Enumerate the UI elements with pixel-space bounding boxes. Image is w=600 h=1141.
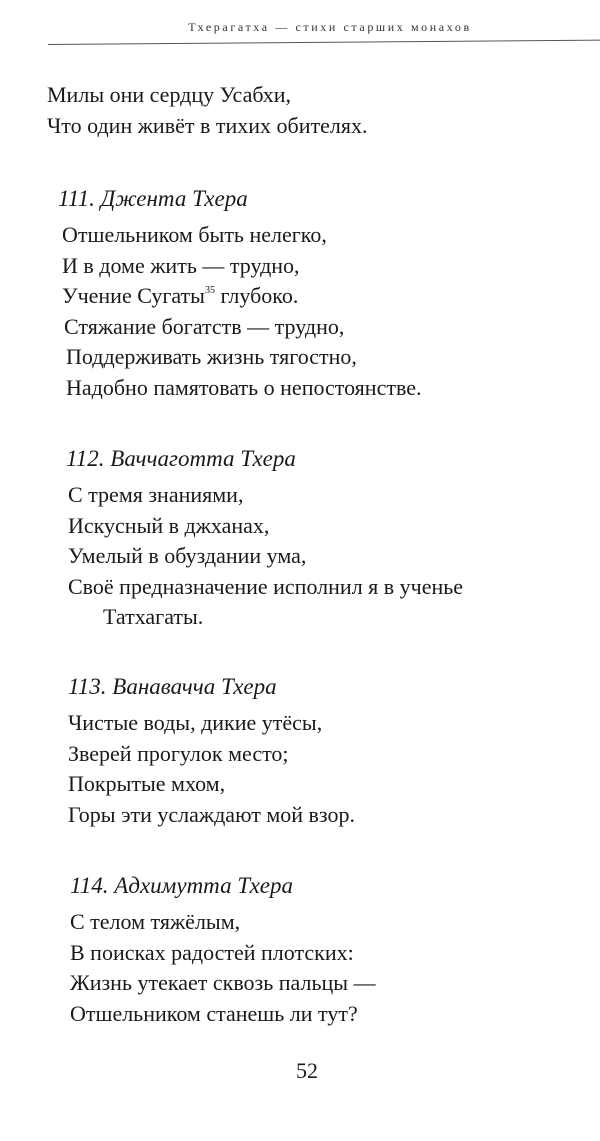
poem-line: Зверей прогулок место;	[68, 740, 289, 766]
poem-line: С тремя знаниями,	[68, 482, 244, 507]
poem-title: 114. Адхимутта Тхера	[70, 873, 293, 898]
footnote-ref[interactable]: 35	[204, 285, 215, 296]
running-head: Тхерагатха — стихи старших монахов	[188, 20, 472, 34]
poem-line: Поддерживать жизнь тягостно,	[66, 344, 357, 369]
poem-title: 113. Ванавачча Тхера	[68, 674, 277, 699]
poem-line: Искусный в джханах,	[68, 512, 270, 538]
poem-line: Своё предназначение исполнил я в ученье	[68, 573, 464, 599]
poem-line: С телом тяжёлым,	[70, 909, 241, 934]
poem-line: Покрытые мхом,	[68, 771, 226, 796]
poem-line: Чистые воды, дикие утёсы,	[68, 710, 323, 735]
poem-113	[0, 672, 600, 830]
poem-line: Отшельником станешь ли тут?	[70, 1000, 358, 1026]
intro-stanza	[0, 80, 600, 141]
poem-line: Татхагаты.	[103, 604, 204, 629]
poem-line	[0, 281, 600, 312]
poem-line: Что один живёт в тихих обителях.	[47, 112, 368, 138]
poem-line: Стяжание богатств — трудно,	[64, 313, 345, 339]
poem-112	[0, 444, 600, 633]
page-number: 52	[296, 1058, 318, 1083]
poem-line: Милы они сердцу Усабхи,	[47, 82, 291, 107]
header-rule	[48, 40, 600, 45]
poem-line: И в доме жить — трудно,	[62, 252, 300, 278]
poem-114	[0, 871, 600, 1029]
poem-line: В поисках радостей плотских:	[70, 939, 354, 965]
line-text: глубоко.	[214, 283, 299, 308]
poem-line: Отшельником быть нелегко,	[62, 222, 327, 247]
poem-title: 112. Ваччаготта Тхера	[66, 446, 296, 471]
poem-line: Горы эти услаждают мой взор.	[68, 801, 355, 827]
poem-111	[0, 184, 600, 403]
poem-line: Умелый в обуздании ума,	[68, 543, 307, 568]
line-text: Учение Сугаты	[62, 283, 205, 308]
poem-title: 111. Джента Тхера	[58, 186, 248, 211]
poem-line: Жизнь утекает сквозь пальцы —	[70, 970, 376, 995]
poem-line: Надобно памятовать о непостоянстве.	[66, 374, 422, 400]
